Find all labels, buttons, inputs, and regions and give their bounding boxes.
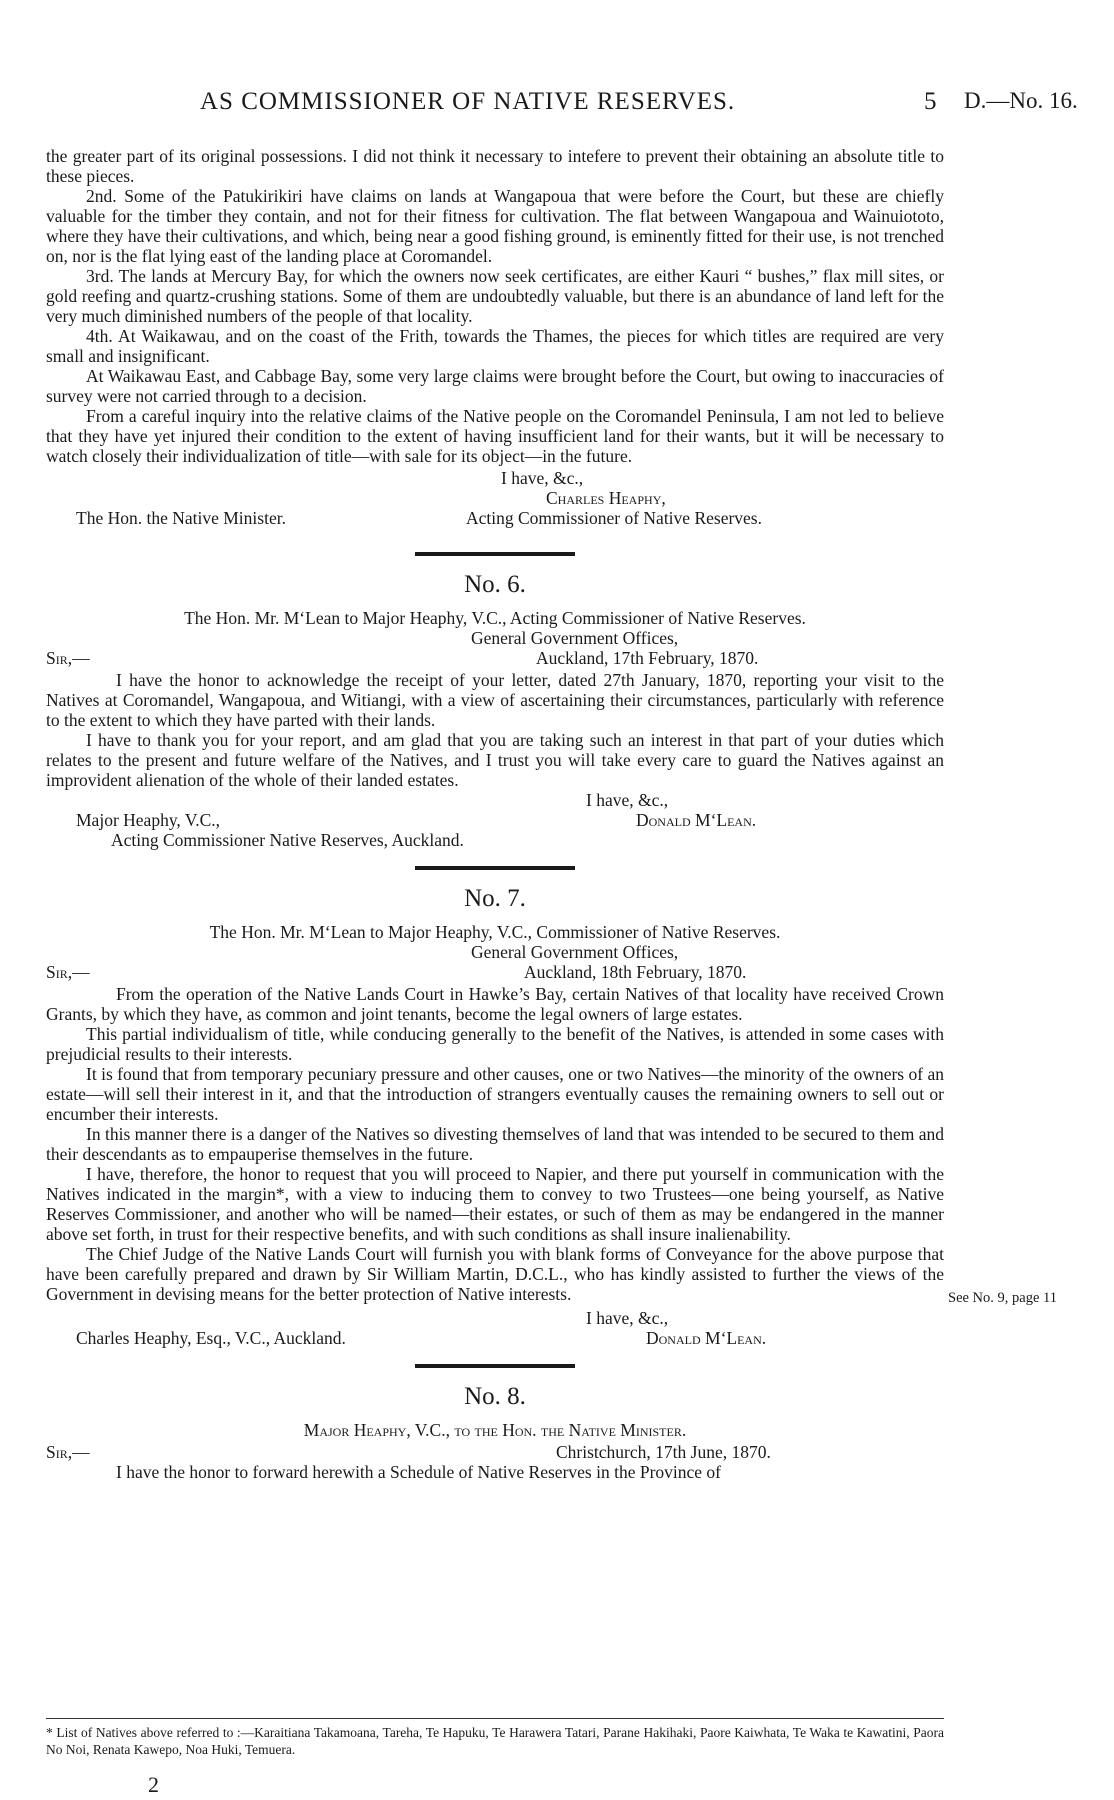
paragraph: From the operation of the Native Lands Court in Hawke’s Bay, certain Natives of that locality have received Crown Grants, by which they have, as common and joint tenants, become the legal owners of large estates. <box>46 984 944 1024</box>
letter-number: No. 7. <box>464 885 526 912</box>
running-title: AS COMMISSIONER OF NATIVE RESERVES. <box>200 88 736 115</box>
paragraph: I have the honor to forward herewith a Schedule of Native Reserves in the Province of <box>116 1462 722 1482</box>
letter-heading: The Hon. Mr. M‘Lean to Major Heaphy, V.C., Commissioner of Native Reserves. <box>209 922 781 942</box>
letter-5-continuation <box>46 146 944 536</box>
recipient-line-1: Charles Heaphy, Esq., V.C., Auckland. <box>76 1328 346 1348</box>
section-divider <box>415 552 575 556</box>
section-divider <box>415 866 575 870</box>
page-body <box>46 146 944 1482</box>
paragraph: This partial individualism of title, while conducing generally to the benefit of the Natives, is attended in some cases with prejudicial results to their interests. <box>46 1024 944 1064</box>
recipient-line-1: Major Heaphy, V.C., <box>76 810 221 830</box>
signature: Donald M‘Lean. <box>636 810 757 830</box>
paragraph: From a careful inquiry into the relative claims of the Native people on the Coromandel Peninsula, I am not led to believe that they have yet injured their condition to the extent of having insufficient land for their wants, but it will be necessary to watch closely their individualization of title—with sale for its object—in the future. <box>46 406 944 466</box>
signature-block <box>46 466 944 536</box>
letter-heading: The Hon. Mr. M‘Lean to Major Heaphy, V.C., Acting Commissioner of Native Reserves. <box>184 608 806 628</box>
salutation: Sir,— <box>46 648 90 668</box>
letter-number: No. 6. <box>464 571 526 598</box>
address-line-1: General Government Offices, <box>471 628 679 648</box>
letter-8 <box>46 1380 944 1482</box>
paragraph: The Chief Judge of the Native Lands Court will furnish you with blank forms of Conveyance for the above purpose that have been carefully prepared and drawn by Sir William Martin, D.C.L., who has kindly assisted to further the views of the Government in devising means for the better protection of Native interests. <box>46 1244 944 1304</box>
salutation: Sir,— <box>46 962 90 982</box>
paragraph: I have, therefore, the honor to request that you will proceed to Napier, and there put yourself in communication with the Natives indicated in the margin*, with a view to inducing them to convey to two Trustees—one being yourself, as Native Reserves Commissioner, and another who will be named—their estates, or such of them as may be endangered in the manner above set forth, in trust for their respective benefits, and with such conditions as shall insure inalienability. <box>46 1164 944 1244</box>
address-line-1: General Government Offices, <box>471 942 679 962</box>
closing: I have, &c., <box>586 1308 669 1328</box>
letter-7 <box>46 882 944 1348</box>
addressee: The Hon. the Native Minister. <box>76 508 286 528</box>
recipient-line-2: Acting Commissioner Native Reserves, Auckland. <box>111 830 464 850</box>
salutation: Sir,— <box>46 1442 90 1462</box>
address-line: Christchurch, 17th June, 1870. <box>556 1442 771 1462</box>
letter-address <box>46 628 944 670</box>
document-reference: D.—No. 16. <box>964 88 1078 113</box>
signature: Donald M‘Lean. <box>646 1328 767 1348</box>
paragraph: At Waikawau East, and Cabbage Bay, some very large claims were brought before the Court, but owing to inaccuracies of survey were not carried through to a decision. <box>46 366 944 406</box>
paragraph: 4th. At Waikawau, and on the coast of the Frith, towards the Thames, the pieces for which titles are required are very small and insignificant. <box>46 326 944 366</box>
address-line-2: Auckland, 17th February, 1870. <box>536 648 759 668</box>
page-number: 5 <box>924 88 937 115</box>
paragraph: 3rd. The lands at Mercury Bay, for which the owners now seek certificates, are either Kauri “ bushes,” flax mill sites, or gold reefing and quartz-crushing stations. Some of them are undoubtedly valuable, but there is an abundance of land left for the very much diminished numbers of the people of that locality. <box>46 266 944 326</box>
margin-note: See No. 9, page 11 <box>948 1290 1057 1306</box>
paragraph: In this manner there is a danger of the Natives so divesting themselves of land that was intended to be secured to them and their descendants as to empauperise themselves in the future. <box>46 1124 944 1164</box>
paragraph: It is found that from temporary pecuniary pressure and other causes, one or two Natives—the minority of the owners of an estate—will sell their interest in it, and that the introduction of strangers eventually causes the remaining owners to sell out or encumber their interests. <box>46 1064 944 1124</box>
letter-number: No. 8. <box>464 1383 526 1410</box>
paragraph: I have the honor to acknowledge the receipt of your letter, dated 27th January, 1870, reporting your visit to the Natives at Coromandel, Wangapoua, and Witiangi, with a view of ascertaining their circumstances, particularly with reference to the extent to which they have parted with their lands. <box>46 670 944 730</box>
letter-address <box>46 942 944 984</box>
section-divider <box>415 1364 575 1368</box>
letter-address <box>46 1440 944 1462</box>
signature: Charles Heaphy, <box>546 488 666 508</box>
signature-block <box>46 790 944 850</box>
signature-title: Acting Commissioner of Native Reserves. <box>466 508 762 528</box>
closing: I have, &c., <box>586 790 669 810</box>
sheet-number: 2 <box>148 1772 159 1797</box>
footnote-rule <box>46 1718 944 1719</box>
letter-6 <box>46 568 944 850</box>
paragraph: 2nd. Some of the Patukirikiri have claims on lands at Wangapoua that were before the Court, but these are chiefly valuable for the timber they contain, and not for their fitness for cultivation. The flat between Wangapoua and Wainuiototo, where they have their cultivations, and which, being near a good fishing ground, is eminently fitted for their use, is not trenched on, nor is the flat lying east of the landing place at Coromandel. <box>46 186 944 266</box>
letter-heading: Major Heaphy, V.C., to the Hon. the Native Minister. <box>303 1420 687 1440</box>
address-line-2: Auckland, 18th February, 1870. <box>524 962 747 982</box>
paragraph: I have to thank you for your report, and am glad that you are taking such an interest in that part of your duties which relates to the present and future welfare of the Natives, and I trust you will take every care to guard the Natives against an improvident alienation of the whole of their landed estates. <box>46 730 944 790</box>
page-header <box>0 88 1114 128</box>
paragraph: the greater part of its original possessions. I did not think it necessary to intefere to prevent their obtaining an absolute title to these pieces. <box>46 146 944 186</box>
closing: I have, &c., <box>501 468 584 488</box>
footnote: * List of Natives above referred to :—Karaitiana Takamoana, Tareha, Te Hapuku, Te Harawera Tatari, Parane Hakihaki, Paore Kaiwhata, Te Waka te Kawatini, Paora No Noi, Renata Kawepo, Noa Huki, Temuera. <box>46 1725 944 1757</box>
signature-block <box>46 1304 944 1348</box>
